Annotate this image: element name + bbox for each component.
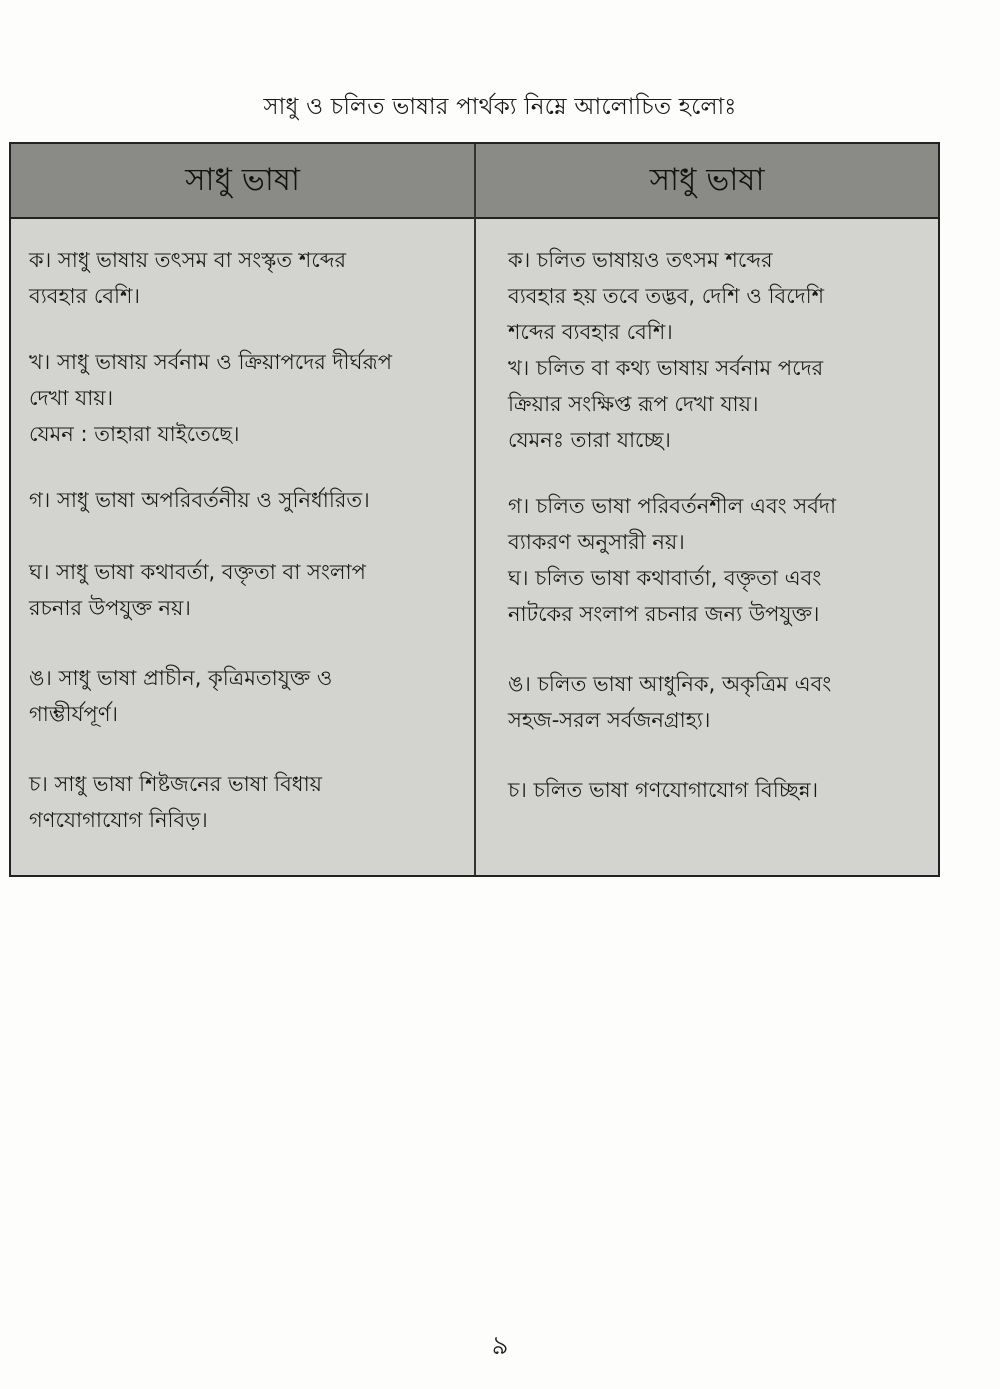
point-line: যেমনঃ তারা যাচ্ছে। — [508, 428, 671, 452]
point-line: গণযোগাযোগ নিবিড়। — [29, 808, 208, 832]
point-line: সহজ-সরল সর্বজনগ্রাহ্য। — [508, 708, 711, 732]
point-line: যেমন : তাহারা যাইতেছে। — [29, 422, 240, 446]
cholito-point-kha — [508, 350, 928, 458]
point-line: দেখা যায়। — [29, 386, 114, 410]
sadhu-point-ga — [29, 482, 459, 518]
point-line: ব্যাকরণ অনুসারী নয়। — [508, 530, 685, 554]
point-line: গ। চলিত ভাষা পরিবর্তনশীল এবং সর্বদা — [508, 494, 837, 518]
sadhu-point-kha — [29, 344, 459, 452]
sadhu-point-ka — [29, 242, 459, 314]
comparison-table — [9, 142, 940, 877]
cholito-point-uma — [508, 666, 928, 738]
point-line: গাম্ভীর্যপূর্ণ। — [29, 702, 119, 726]
sadhu-point-gha — [29, 554, 459, 626]
point-line: ঘ। সাধু ভাষা কথাবর্তা, বক্তৃতা বা সংলাপ — [29, 560, 366, 584]
cholito-points-cell — [508, 242, 928, 808]
point-line: গ। সাধু ভাষা অপরিবর্তনীয় ও সুনির্ধারিত। — [29, 488, 370, 512]
point-line: নাটকের সংলাপ রচনার জন্য উপযুক্ত। — [508, 602, 820, 626]
point-line: চ। চলিত ভাষা গণযোগাযোগ বিচ্ছিন্ন। — [508, 778, 819, 802]
cholito-point-ka — [508, 242, 928, 350]
point-line: শব্দের ব্যবহার বেশি। — [508, 320, 673, 344]
header-right-column: সাধু ভাষা — [649, 162, 765, 198]
point-line: ব্যবহার বেশি। — [29, 284, 140, 308]
point-line: ঙ। চলিত ভাষা আধুনিক, অকৃত্রিম এবং — [508, 672, 832, 696]
point-line: ক। সাধু ভাষায় তৎসম বা সংস্কৃত শব্দের — [29, 248, 347, 272]
point-line: চ। সাধু ভাষা শিষ্টজনের ভাষা বিধায় — [29, 772, 323, 796]
cholito-point-ga — [508, 488, 928, 560]
page-number: ৯ — [491, 1331, 509, 1361]
point-line: ঙ। সাধু ভাষা প্রাচীন, কৃত্রিমতাযুক্ত ও — [29, 666, 333, 690]
point-line: ক। চলিত ভাষায়ও তৎসম শব্দের — [508, 248, 773, 272]
column-divider — [474, 144, 476, 875]
header-sadhu-bhasha: সাধু ভাষা — [185, 162, 300, 198]
page-heading: সাধু ও চলিত ভাষার পার্থক্য নিম্নে আলোচিত হলোঃ — [263, 94, 737, 120]
point-line: ঘ। চলিত ভাষা কথাবার্তা, বক্তৃতা এবং — [508, 566, 822, 590]
cholito-point-cha — [508, 772, 928, 808]
point-line: রচনার উপযুক্ত নয়। — [29, 596, 191, 620]
point-line: ব্যবহার হয় তবে তদ্ভব, দেশি ও বিদেশি — [508, 284, 825, 308]
cholito-point-gha — [508, 560, 928, 632]
point-line: খ। চলিত বা কথ্য ভাষায় সর্বনাম পদের — [508, 356, 824, 380]
sadhu-point-cha — [29, 766, 459, 838]
sadhu-point-uma — [29, 660, 459, 732]
point-line: খ। সাধু ভাষায় সর্বনাম ও ক্রিয়াপদের দীর্ঘরূপ — [29, 350, 393, 374]
point-line: ক্রিয়ার সংক্ষিপ্ত রূপ দেখা যায়। — [508, 392, 759, 416]
sadhu-points-cell — [29, 242, 459, 838]
